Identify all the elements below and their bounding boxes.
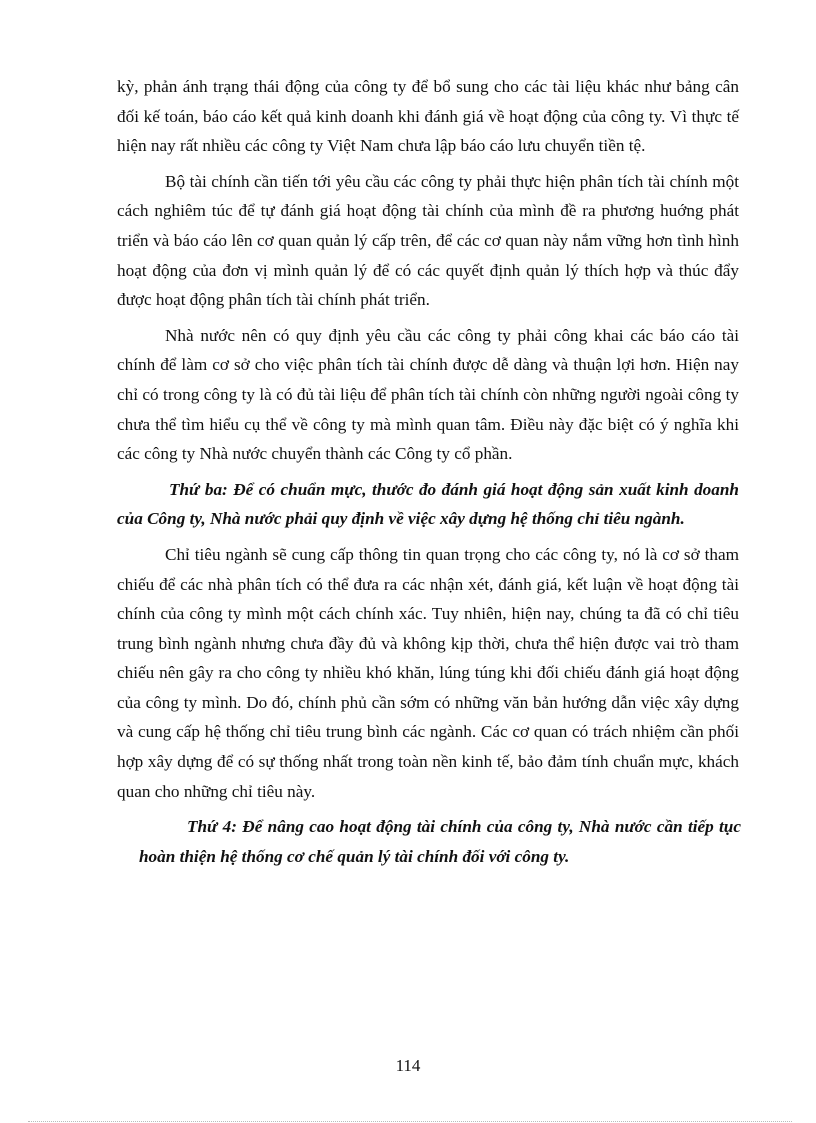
page-number: 114 — [395, 1056, 421, 1075]
paragraph: kỳ, phản ánh trạng thái động của công ty để bổ sung cho các tài liệu khác như bảng cân đối kế toán, báo cáo kết quả kinh doanh khi đánh giá về hoạt động của công ty. Vì thực tế hiện nay rất nhiều các công ty Việt Nam chưa lập báo cáo lưu chuyển tiền tệ. — [117, 77, 739, 156]
paragraph: Bộ tài chính cần tiến tới yêu cầu các công ty phải thực hiện phân tích tài chính một cách nghiêm túc để tự đánh giá hoạt động tài chính của mình đề ra phương huớng phát triển và báo cáo lên cơ quan quản lý cấp trên, để các cơ quan này nắm vững hơn tình hình hoạt động của đơn vị mình quản lý để có các quyết định quản lý thích hợp và thúc đẩy được hoạt động phân tích tài chính phát triển. — [117, 171, 739, 310]
paragraph: Chỉ tiêu ngành sẽ cung cấp thông tin quan trọng cho các công ty, nó là cơ sở tham chiếu để các nhà phân tích có thể đưa ra các nhận xét, đánh giá, kết luận về hoạt động tài chính của công ty mình một cách chính xác. Tuy nhiên, hiện nay, chúng ta đã có chỉ tiêu trung bình ngành nhưng chưa đầy đủ và không kịp thời, chưa thể hiện được vai trò tham chiếu nên gây ra cho công ty nhiều khó khăn, lúng túng khi đối chiếu đánh giá hoạt động của công ty mình. Do đó, chính phủ cần sớm có những văn bản hướng dẫn việc xây dựng và cung cấp hệ thống chỉ tiêu trung bình các ngành. Các cơ quan có trách nhiệm cần phối hợp xây dựng để có sự thống nhất trong toàn nền kinh tế, bảo đảm tính chuẩn mực, khách quan cho những chỉ tiêu này. — [117, 544, 739, 801]
section-heading: Thứ ba: Để có chuẩn mực, thước đo đánh giá hoạt động sản xuất kinh doanh của Công ty, Nhà nước phải quy định về việc xây dựng hệ thống chỉ tiêu ngành. — [117, 479, 739, 529]
page-bottom-divider — [28, 1121, 792, 1122]
section-heading: Thứ 4: Để nâng cao hoạt động tài chính của công ty, Nhà nước cần tiếp tục hoàn thiện hệ thống cơ chế quản lý tài chính đối với công ty. — [139, 817, 741, 866]
body-text — [117, 72, 739, 871]
paragraph: Nhà nước nên có quy định yêu cầu các công ty phải công khai các báo cáo tài chính để làm cơ sở cho việc phân tích tài chính được dễ dàng và thuận lợi hơn. Hiện nay chỉ có trong công ty là có đủ tài liệu để phân tích tài chính còn những người ngoài công ty chưa thể tìm hiểu cụ thể về công ty mà mình quan tâm. Điều này đặc biệt có ý nghĩa khi các công ty Nhà nước chuyển thành các Công ty cổ phần. — [117, 325, 739, 464]
